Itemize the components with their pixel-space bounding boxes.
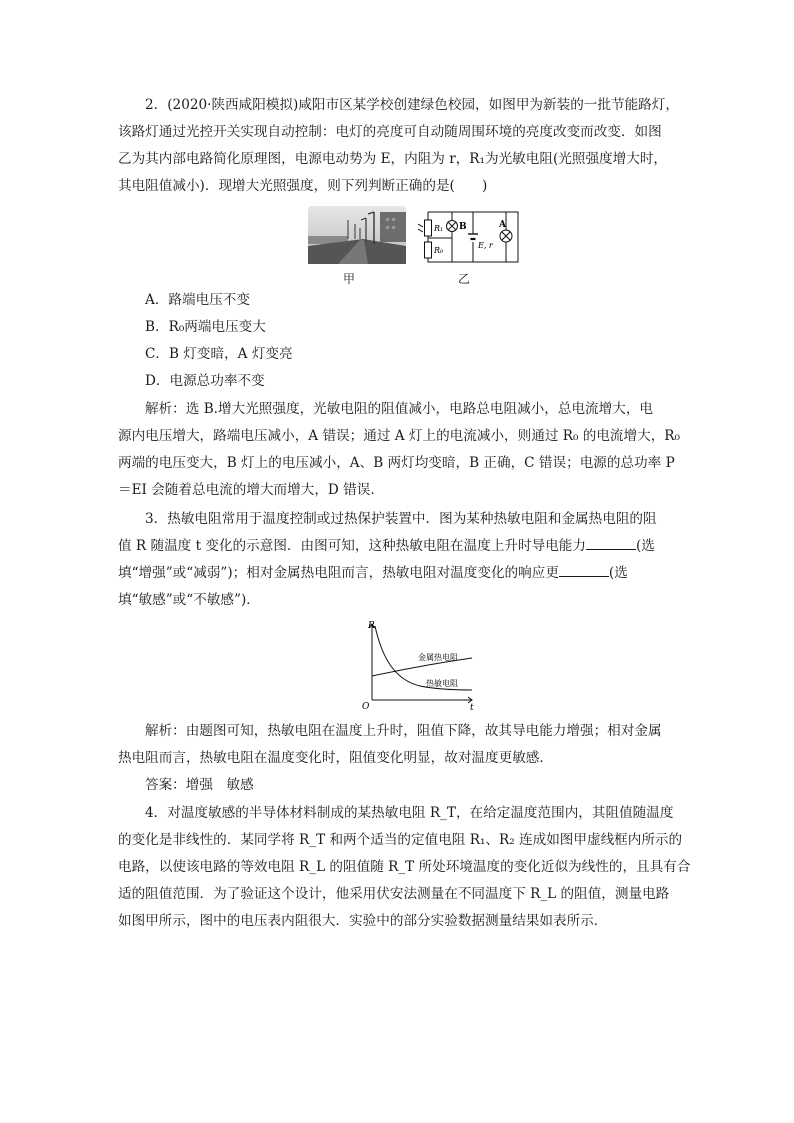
q3-answer: 答案：增强 敏感	[145, 777, 254, 793]
q4-line-4: 适的阻值范围．为了验证这个设计，他采用伏安法测量在不同温度下 R_L 的阻值，测量电路	[118, 886, 670, 902]
thermistor-curve-label: 热敏电阻	[426, 679, 458, 688]
q2-solution-line-4: ＝EI 会随着总电流的增大而增大，D 错误．	[118, 482, 384, 498]
q4-line-2: 的变化是非线性的．某同学将 R_T 和两个适当的定值电阻 R₁、R₂ 连成如图甲虚线框内所示的	[118, 832, 683, 848]
resistance-temperature-graph	[360, 618, 480, 712]
r0-label: R₀	[434, 246, 444, 255]
graph-x-label: t	[470, 703, 474, 712]
q3-line-2: 值 R 随温度 t 变化的示意图．由图可知，这种热敏电阻在温度上升时导电能力 (选	[118, 533, 684, 560]
q3-line-3: 填“增强”或“减弱”)；相对金属热电阻而言，热敏电阻对温度变化的响应更 (选	[118, 560, 684, 587]
answer-blank-2	[559, 562, 609, 577]
q2-line-2: 该路灯通过光控开关实现自动控制：电灯的亮度可自动随周围环境的亮度改变而改变．如图	[118, 124, 662, 140]
figure-yi-caption: 乙	[458, 272, 471, 286]
q4-line-1: 4．对温度敏感的半导体材料制成的某热敏电阻 R_T，在给定温度范围内，其阻值随温度	[145, 805, 674, 821]
source-label: E, r	[478, 241, 493, 250]
circuit-diagram	[418, 206, 522, 268]
q2-solution-line-2: 源内电压增大，路端电压减小，A 错误；通过 A 灯上的电流减小，则通过 R₀ 的电流增大，R₀	[118, 428, 680, 444]
q3-line-1: 3．热敏电阻常用于温度控制或过热保护装置中．图为某种热敏电阻和金属热电阻的阻	[145, 511, 657, 527]
q3-solution-line-2: 热电阻而言，热敏电阻在温度变化时，阻值变化明显，故对温度更敏感．	[118, 750, 553, 766]
figure-jia-caption: 甲	[343, 272, 356, 286]
q4-line-5: 如图甲所示，图中的电压表内阻很大．实验中的部分实验数据测量结果如表所示．	[118, 913, 608, 929]
q3-solution-line-1: 解析：由题图可知，热敏电阻在温度上升时，阻值下降，故其导电能力增强；相对金属	[145, 723, 662, 739]
option-c: C．B 灯变暗，A 灯变亮	[145, 346, 293, 362]
q2-line-4: 其电阻值减小)．现增大光照强度，则下列判断正确的是( )	[118, 178, 488, 194]
option-b: B．R₀两端电压变大	[145, 319, 266, 335]
q2-line-3: 乙为其内部电路简化原理图，电源电动势为 E，内阻为 r，R₁为光敏电阻(光照强度增大时，	[118, 151, 668, 167]
b-lamp-label: B	[459, 222, 467, 232]
graph-origin: O	[362, 702, 370, 712]
graph-y-label: R	[368, 621, 375, 631]
streetlight-photo	[308, 206, 406, 264]
q4-line-3: 电路，以使该电路的等效电阻 R_L 的阻值随 R_T 所处环境温度的变化近似为线性的，且具有合	[118, 859, 691, 875]
a-lamp-label: A	[499, 220, 506, 230]
q3-line-4: 填“敏感”或“不敏感”)．	[118, 592, 260, 608]
option-a: A．路端电压不变	[145, 292, 250, 308]
q2-solution-line-1: 解析：选 B.增大光照强度，光敏电阻的阻值减小，电路总电阻减小，总电流增大，电	[145, 401, 654, 417]
q2-solution-line-3: 两端的电压变大，B 灯上的电压减小，A、B 两灯均变暗，B 正确，C 错误；电源的总功率 P	[118, 455, 675, 471]
option-d: D．电源总功率不变	[145, 373, 265, 389]
r1-label: R₁	[434, 224, 444, 233]
q2-line-1: 2．(2020·陕西咸阳模拟)咸阳市区某学校创建绿色校园，如图甲为新装的一批节能路灯，	[145, 97, 679, 113]
answer-blank-1	[586, 535, 636, 550]
metal-curve-label: 金属热电阻	[418, 653, 458, 662]
